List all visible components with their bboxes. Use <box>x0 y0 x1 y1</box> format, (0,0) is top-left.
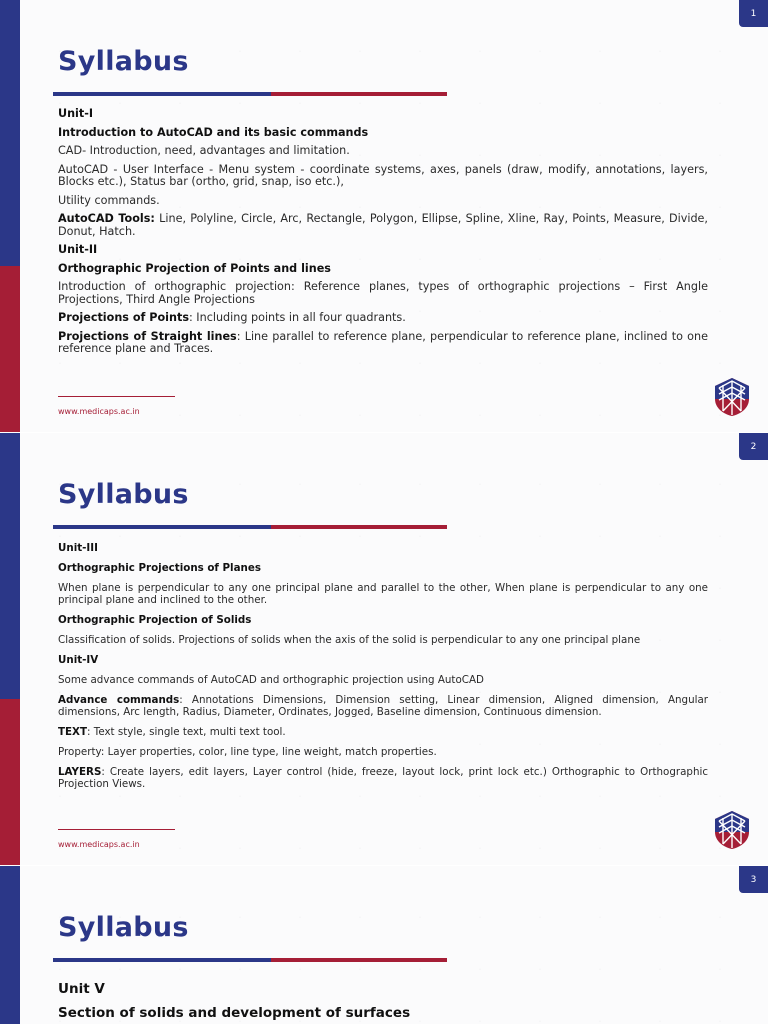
side-stripe-blue <box>0 0 20 266</box>
side-stripe-red <box>0 266 20 432</box>
paragraph <box>58 213 708 238</box>
block-bold: Unit-IV <box>58 654 99 666</box>
footer-website-link[interactable]: www.medicaps.ac.in <box>58 407 140 416</box>
block-bold: Orthographic Projection of Points and lines <box>58 261 331 275</box>
page-number-badge: 1 <box>739 0 768 27</box>
side-stripe-blue <box>0 866 20 1024</box>
block-bold: Unit-III <box>58 542 98 554</box>
slide-title: Syllabus <box>58 46 189 77</box>
block-text: CAD- Introduction, need, advantages and limitation. <box>58 144 350 157</box>
medicaps-logo-icon <box>713 810 751 850</box>
side-stripe-blue <box>0 433 20 699</box>
topic-heading <box>58 562 708 574</box>
side-stripe-red <box>0 699 20 865</box>
footer-divider <box>58 396 175 397</box>
block-text: Property: Layer properties, color, line type, line weight, match properties. <box>58 746 437 758</box>
block-bold: Advance commands <box>58 694 180 706</box>
block-bold: AutoCAD Tools: <box>58 212 155 225</box>
block-text: Line, Polyline, Circle, Arc, Rectangle, Polygon, Ellipse, Spline, Xline, Ray, Points, Measure, Divide, Donut, Hatch. <box>58 212 708 238</box>
block-text: Some advance commands of AutoCAD and orthographic projection using AutoCAD <box>58 674 484 686</box>
page-number-badge: 2 <box>739 433 768 460</box>
unit-heading <box>58 654 708 666</box>
block-text: : Text style, single text, multi text tool. <box>87 726 286 738</box>
slide-3 <box>0 866 768 1024</box>
title-underline <box>53 958 447 962</box>
topic-heading <box>58 127 708 140</box>
block-bold: Projections of Straight lines <box>58 329 237 343</box>
block-bold: Unit-I <box>58 107 94 120</box>
paragraph <box>58 674 708 686</box>
topic-heading <box>58 263 708 276</box>
block-text: : Annotations Dimensions, Dimension setting, Linear dimension, Aligned dimension, Angular dimensions, Arc length, Radius, Diameter, Ordinates, Jogged, Baseline dimension, Continuous dimension. <box>58 694 708 718</box>
slide-title: Syllabus <box>58 912 189 943</box>
paragraph <box>58 634 708 646</box>
block-bold: Orthographic Projections of Planes <box>58 562 261 574</box>
slide-title: Syllabus <box>58 479 189 510</box>
paragraph <box>58 281 708 306</box>
paragraph <box>58 726 708 738</box>
topic-heading <box>58 1005 708 1021</box>
slide-2 <box>0 433 768 865</box>
unit-heading <box>58 108 708 121</box>
paragraph <box>58 164 708 189</box>
paragraph <box>58 582 708 606</box>
paragraph <box>58 312 708 325</box>
block-text: AutoCAD - User Interface - Menu system - coordinate systems, axes, panels (draw, modify, annotations, layers, Blocks etc.), Status bar (ortho, grid, snap, iso etc.), <box>58 162 708 188</box>
medicaps-logo-icon <box>713 377 751 417</box>
slide-content <box>58 542 708 798</box>
unit-heading <box>58 244 708 257</box>
unit-heading <box>58 542 708 554</box>
block-text: Classification of solids. Projections of solids when the axis of the solid is perpendicular to any one principal plane <box>58 634 641 646</box>
title-underline <box>53 92 447 96</box>
slide-1 <box>0 0 768 432</box>
footer-divider <box>58 829 175 830</box>
slide-content <box>58 981 708 1024</box>
block-bold: LAYERS <box>58 766 102 778</box>
paragraph <box>58 145 708 158</box>
block-text: Introduction of orthographic projection: Reference planes, types of orthographic projections – First Angle Projections, Third Angle Projections <box>58 280 708 306</box>
block-bold: Projections of Points <box>58 311 189 324</box>
paragraph <box>58 331 708 356</box>
block-bold: TEXT <box>58 726 88 738</box>
block-bold: Unit V <box>58 981 105 997</box>
page-number-badge: 3 <box>739 866 768 893</box>
footer-website-link[interactable]: www.medicaps.ac.in <box>58 840 140 849</box>
block-text: : Including points in all four quadrants. <box>188 311 406 324</box>
block-bold: Section of solids and development of surfaces <box>58 1005 411 1021</box>
slide-content <box>58 108 708 362</box>
topic-heading <box>58 614 708 626</box>
block-text: : Create layers, edit layers, Layer control (hide, freeze, layout lock, print lock etc.) Orthographic to Orthographic Projection Views. <box>58 766 708 790</box>
title-underline <box>53 525 447 529</box>
paragraph <box>58 195 708 208</box>
block-text: When plane is perpendicular to any one principal plane and parallel to the other, When plane is perpendicular to any one principal plane and inclined to the other. <box>58 582 708 606</box>
block-bold: Unit-II <box>58 243 98 256</box>
unit-heading <box>58 981 708 997</box>
block-text: : Line parallel to reference plane, perpendicular to reference plane, inclined to one reference plane and Traces. <box>58 329 709 355</box>
block-bold: Introduction to AutoCAD and its basic commands <box>58 125 369 139</box>
block-text: Utility commands. <box>58 193 160 207</box>
paragraph <box>58 766 708 790</box>
paragraph <box>58 746 708 758</box>
paragraph <box>58 694 708 718</box>
block-bold: Orthographic Projection of Solids <box>58 614 252 626</box>
